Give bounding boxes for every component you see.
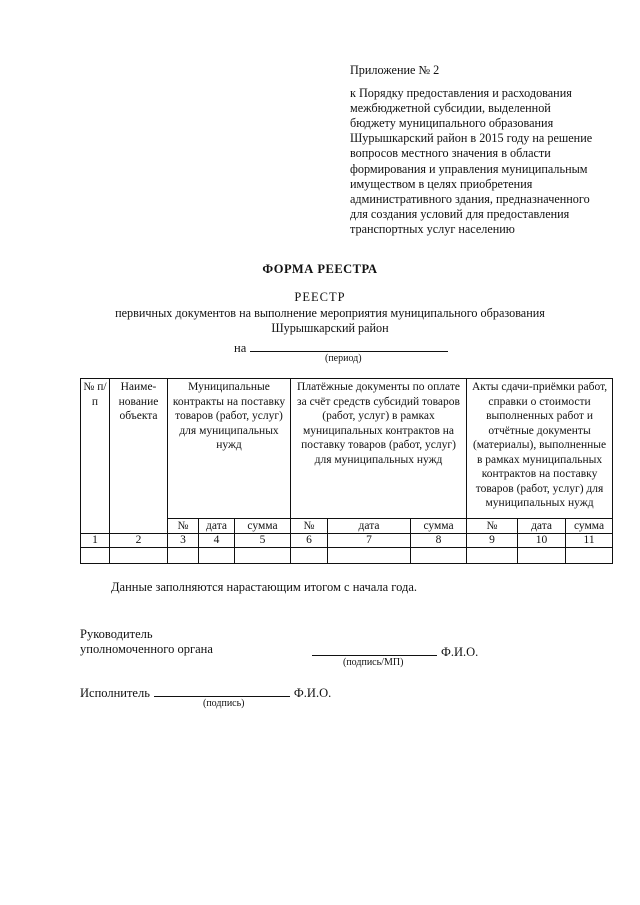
registry-subtitle-line2: Шурышкарский район — [271, 321, 389, 335]
subheader-cell: сумма — [235, 519, 291, 534]
head-label-line2: уполномоченного органа — [80, 642, 213, 656]
registry-subtitle — [40, 306, 620, 336]
appendix-line: административного здания, предназначенного — [350, 191, 590, 206]
empty-cell — [81, 548, 110, 564]
column-number: 7 — [328, 534, 411, 548]
table-header-row — [81, 379, 613, 519]
subheader-cell: дата — [199, 519, 235, 534]
header-num: № п/п — [81, 379, 110, 534]
column-number: 10 — [518, 534, 566, 548]
column-number: 3 — [168, 534, 199, 548]
registry-table — [80, 378, 613, 564]
empty-cell — [518, 548, 566, 564]
empty-cell — [411, 548, 467, 564]
appendix-line: бюджету муниципального образования — [350, 116, 554, 131]
executor-label: Исполнитель — [80, 686, 150, 700]
header-acts: Акты сдачи-приёмки работ, справки о стоимости выполненных работ и отчётные документы (материалы), выполненные в рамках муниципальных контрактов на поставку товаров (работ, услуг) для муниципальных нужд — [467, 379, 613, 519]
period-prefix: на — [234, 341, 247, 355]
column-number: 1 — [81, 534, 110, 548]
column-number: 9 — [467, 534, 518, 548]
table-column-numbers-row — [81, 534, 613, 548]
registry-subtitle-line1: первичных документов на выполнение мероприятия муниципального образования — [115, 306, 545, 320]
appendix-line: к Порядку предоставления и расходования — [350, 86, 572, 101]
form-title: ФОРМА РЕЕСТРА — [262, 262, 378, 276]
subheader-cell: сумма — [566, 519, 613, 534]
appendix-block — [350, 63, 615, 237]
appendix-line: вопросов местного значения в области — [350, 146, 551, 161]
accumulation-note: Данные заполняются нарастающим итогом с начала года. — [111, 580, 418, 594]
subheader-cell: дата — [328, 519, 411, 534]
column-number: 4 — [199, 534, 235, 548]
head-label-line1: Руководитель — [80, 627, 153, 641]
header-contracts: Муниципальные контракты на поставку товаров (работ, услуг) для муниципальных нужд — [168, 379, 291, 519]
executor-signature-caption: (подпись) — [203, 698, 245, 709]
head-fio: Ф.И.О. — [441, 645, 479, 659]
appendix-line: межбюджетной субсидии, выделенной — [350, 101, 551, 116]
column-number: 8 — [411, 534, 467, 548]
appendix-line: Шурышкарский район в 2015 году на решение — [350, 131, 593, 146]
appendix-line: для создания условий для предоставления — [350, 206, 570, 221]
subheader-cell: № — [168, 519, 199, 534]
executor-fio: Ф.И.О. — [293, 686, 332, 700]
period-caption: (период) — [325, 353, 362, 364]
empty-cell — [467, 548, 518, 564]
period-blank — [250, 339, 448, 352]
subheader-cell: дата — [518, 519, 566, 534]
head-signature-caption: (подпись/МП) — [343, 657, 404, 668]
subheader-cell: сумма — [411, 519, 467, 534]
header-object-name: Наиме-нование объекта — [110, 379, 168, 534]
empty-cell — [235, 548, 291, 564]
appendix-line: формирования и управления муниципальным — [350, 161, 588, 176]
head-label — [80, 627, 213, 657]
empty-cell — [110, 548, 168, 564]
column-number: 2 — [110, 534, 168, 548]
empty-cell — [291, 548, 328, 564]
subheader-cell: № — [467, 519, 518, 534]
registry-title: РЕЕСТР — [294, 290, 346, 304]
empty-cell — [566, 548, 613, 564]
column-number: 5 — [235, 534, 291, 548]
column-number: 11 — [566, 534, 613, 548]
appendix-line: имуществом в целях приобретения — [350, 176, 533, 191]
empty-cell — [168, 548, 199, 564]
executor-signature-blank — [154, 684, 290, 697]
header-payments: Платёжные документы по оплате за счёт средств субсидий товаров (работ, услуг) в рамках муниципальных контрактов на поставку товаров (работ, услуг) для муниципальных нужд — [291, 379, 467, 519]
subheader-cell: № — [291, 519, 328, 534]
appendix-line: транспортных услуг населению — [350, 221, 515, 236]
empty-cell — [328, 548, 411, 564]
column-number: 6 — [291, 534, 328, 548]
appendix-title: Приложение № 2 — [350, 63, 440, 77]
empty-cell — [199, 548, 235, 564]
table-empty-row — [81, 548, 613, 564]
head-signature-blank — [312, 643, 437, 656]
